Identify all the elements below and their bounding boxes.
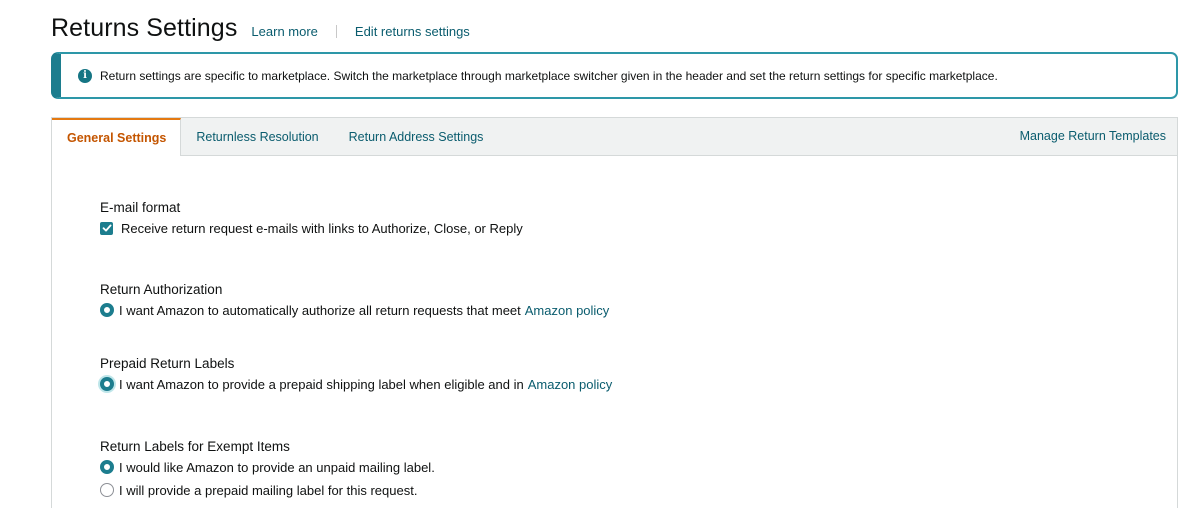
email-links-checkbox-label: Receive return request e-mails with links to Authorize, Close, or Reply: [121, 220, 523, 236]
edit-returns-settings-link[interactable]: Edit returns settings: [354, 24, 470, 39]
prepaid-label-radio[interactable]: [100, 377, 114, 391]
prepaid-label-label: I want Amazon to provide a prepaid shipping label when eligible and in: [119, 376, 524, 392]
prepaid-labels-section: [100, 356, 612, 394]
unpaid-label-option[interactable]: [100, 457, 435, 477]
page-header: [51, 14, 470, 43]
manage-return-templates-link[interactable]: Manage Return Templates: [1019, 129, 1166, 143]
email-format-option[interactable]: [100, 218, 523, 238]
return-authorization-title: Return Authorization: [100, 282, 223, 297]
tab-return-address-settings[interactable]: Return Address Settings: [348, 129, 484, 144]
tab-returnless-resolution[interactable]: Returnless Resolution: [196, 129, 319, 144]
email-format-title: E-mail format: [100, 200, 181, 215]
own-prepaid-label-option[interactable]: [100, 480, 435, 500]
auto-authorize-radio[interactable]: [100, 303, 114, 317]
unpaid-label-label: I would like Amazon to provide an unpaid mailing label.: [119, 459, 435, 475]
email-format-section: [100, 200, 523, 238]
return-authorization-section: [100, 282, 609, 320]
learn-more-link[interactable]: Learn more: [251, 24, 318, 39]
page-title: Returns Settings: [51, 14, 238, 42]
info-icon: i: [78, 69, 92, 83]
settings-panel: [51, 117, 1178, 508]
email-links-checkbox[interactable]: [100, 222, 113, 235]
alert-text: Return settings are specific to marketplace. Switch the marketplace through marketplace switcher given in the header and set the return settings for specific marketplace.: [100, 68, 998, 83]
unpaid-label-radio[interactable]: [100, 460, 114, 474]
amazon-policy-link[interactable]: Amazon policy: [527, 376, 613, 392]
own-prepaid-label-label: I will provide a prepaid mailing label for this request.: [119, 482, 418, 498]
own-prepaid-label-radio[interactable]: [100, 483, 114, 497]
amazon-policy-link[interactable]: Amazon policy: [524, 302, 610, 318]
prepaid-labels-title: Prepaid Return Labels: [100, 356, 235, 371]
exempt-items-title: Return Labels for Exempt Items: [100, 439, 290, 454]
prepaid-labels-option[interactable]: [100, 374, 612, 394]
exempt-items-section: [100, 439, 435, 500]
return-authorization-option[interactable]: [100, 300, 609, 320]
header-divider: [336, 25, 337, 38]
checkmark-icon: [102, 223, 112, 233]
marketplace-info-alert: [51, 52, 1178, 99]
tab-bar: [52, 118, 1177, 156]
tab-general-settings[interactable]: General Settings: [52, 118, 181, 156]
auto-authorize-label: I want Amazon to automatically authorize all return requests that meet: [119, 302, 521, 318]
